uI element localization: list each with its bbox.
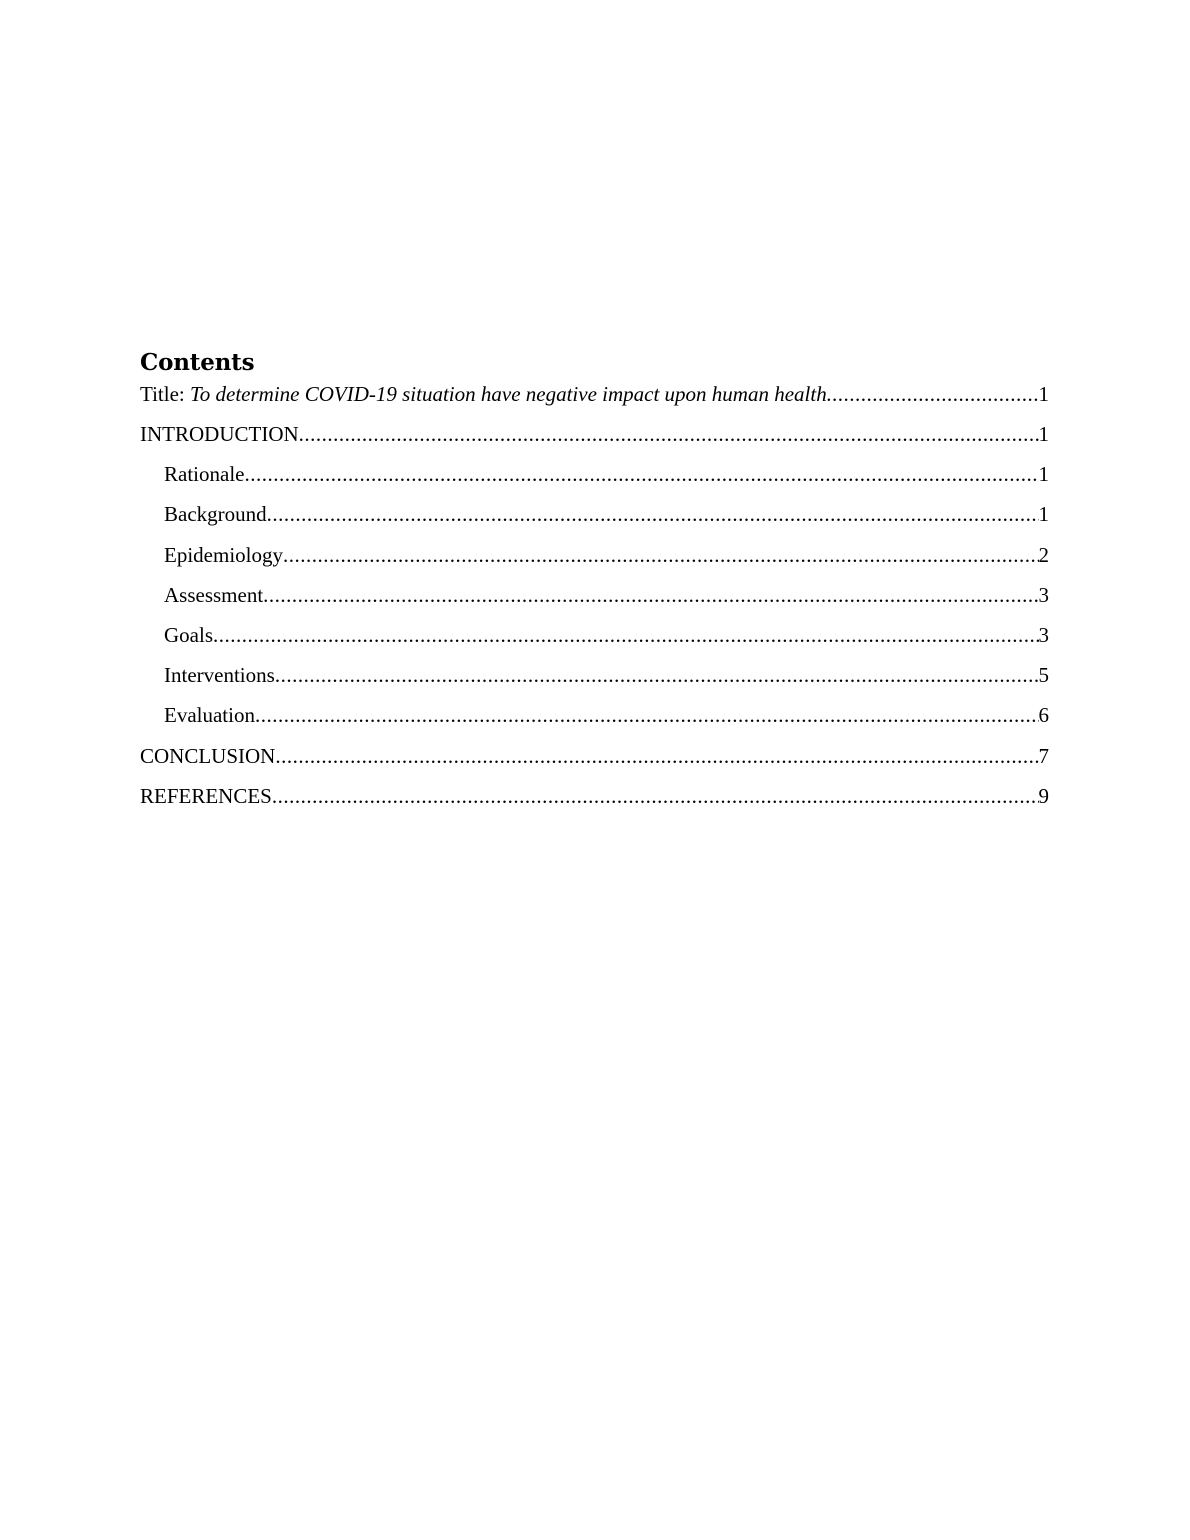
toc-entry-conclusion[interactable] — [140, 744, 1049, 784]
toc-entry-label: Interventions — [164, 663, 275, 688]
toc-entry-label: INTRODUCTION — [140, 422, 299, 446]
toc-entry-title-text: To determine COVID-19 situation have negative impact upon human health. — [190, 382, 832, 406]
toc-entry-label: Assessment — [164, 582, 264, 607]
toc-entry-evaluation[interactable] — [140, 703, 1049, 743]
toc-page-number: 1 — [1038, 462, 1049, 487]
toc-page-number: 1 — [1038, 382, 1049, 406]
dot-leader — [275, 744, 1038, 768]
toc-entry-title[interactable] — [140, 382, 1049, 422]
toc-entry-interventions[interactable] — [140, 663, 1049, 703]
toc-page-number: 5 — [1038, 663, 1049, 688]
toc-page-number: 7 — [1038, 743, 1049, 768]
toc-page-number: 9 — [1038, 783, 1049, 808]
dot-leader — [255, 703, 1039, 727]
toc-entry-epidemiology[interactable] — [140, 543, 1049, 583]
toc-entry-label: Goals — [164, 622, 213, 647]
toc-entry-goals[interactable] — [140, 623, 1049, 663]
toc-entry-label: Background — [164, 502, 267, 527]
dot-leader — [283, 543, 1039, 567]
toc-list — [140, 382, 1049, 824]
toc-entry-prefix: Title: — [140, 382, 190, 406]
toc-entry-references[interactable] — [140, 784, 1049, 824]
dot-leader — [244, 462, 1038, 486]
dot-leader — [267, 502, 1039, 526]
toc-heading: Contents — [140, 349, 255, 376]
toc-entry-label: CONCLUSION — [140, 743, 276, 768]
dot-leader — [299, 422, 1039, 446]
toc-page-number: 3 — [1038, 582, 1049, 607]
toc-entry-label: Epidemiology — [164, 542, 283, 567]
dot-leader — [275, 663, 1039, 687]
toc-entry-label: REFERENCES — [140, 783, 272, 808]
toc-page-number: 6 — [1038, 703, 1049, 728]
table-of-contents — [140, 348, 1049, 824]
toc-page-number: 3 — [1038, 622, 1049, 647]
dot-leader — [272, 784, 1039, 808]
toc-entry-rationale[interactable] — [140, 462, 1049, 502]
toc-entry-background[interactable] — [140, 502, 1049, 542]
dot-leader — [213, 623, 1039, 647]
toc-entry-label — [140, 382, 832, 406]
dot-leader — [263, 583, 1038, 607]
dot-leader — [832, 382, 1039, 406]
toc-entry-introduction[interactable] — [140, 422, 1049, 462]
toc-page-number: 1 — [1038, 422, 1049, 446]
toc-page-number: 2 — [1038, 542, 1049, 567]
toc-page-number: 1 — [1038, 502, 1049, 527]
toc-entry-label: Evaluation — [164, 703, 255, 728]
toc-entry-label: Rationale — [164, 462, 245, 487]
toc-entry-assessment[interactable] — [140, 583, 1049, 623]
